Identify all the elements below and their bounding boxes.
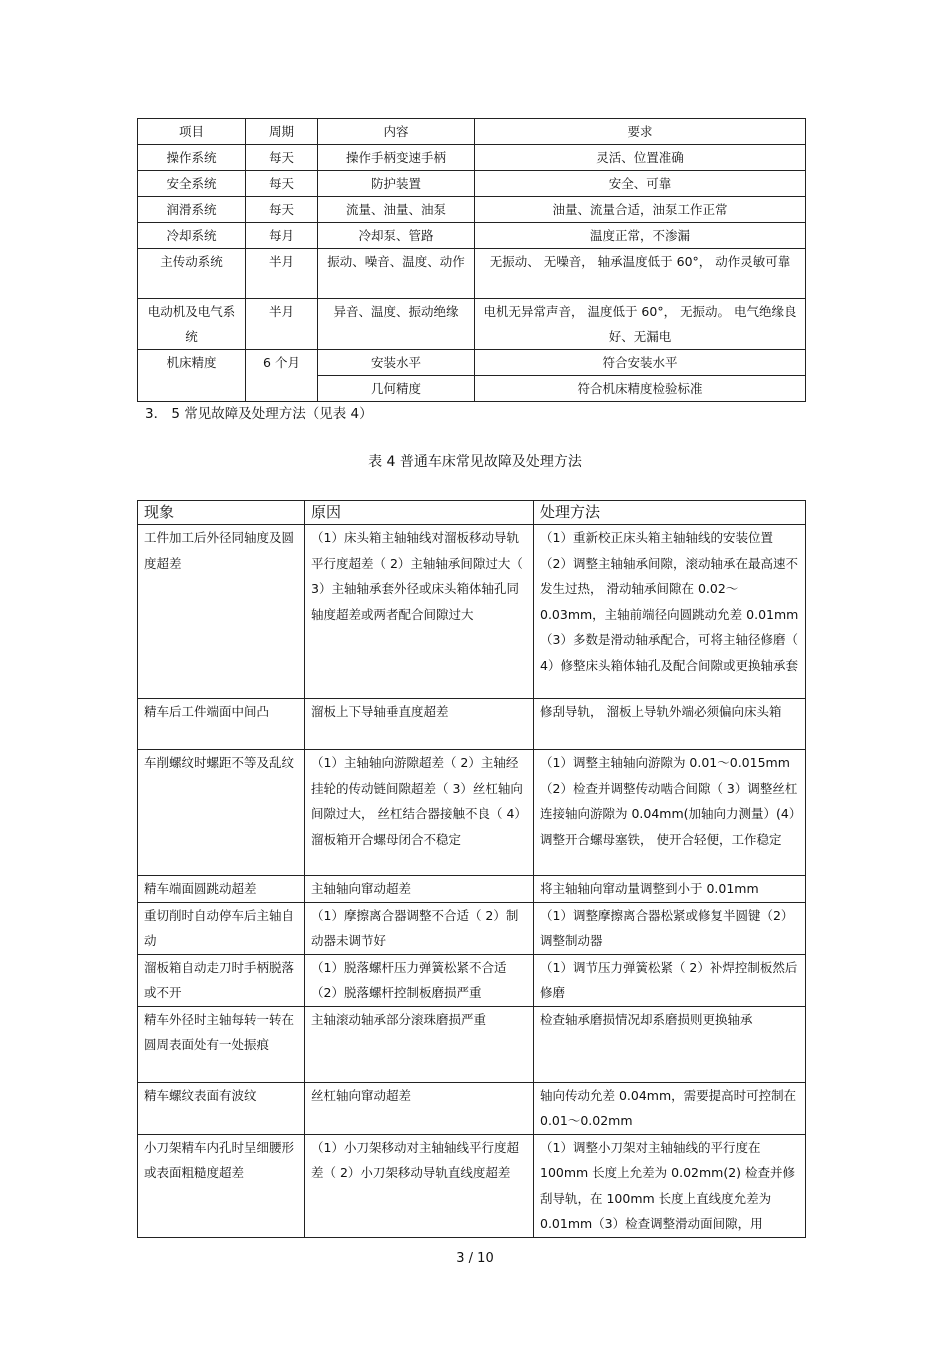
- table-cell: 轴向传动允差 0.04mm，需要提高时可控制在 0.01～0.02mm: [534, 1082, 806, 1134]
- header-cell: 周期: [246, 119, 318, 145]
- table-row: [138, 1082, 806, 1134]
- table-cell: 重切削时自动停车后主轴自动: [138, 902, 305, 954]
- table-cell: （1）摩擦离合器调整不合适（ 2）制动器未调节好: [305, 902, 534, 954]
- table-cell: （1）床头箱主轴轴线对溜板移动导轨平行度超差（ 2）主轴轴承间隙过大（ 3）主轴轴承套外径或床头箱体轴孔同轴度超差或两者配合间隙过大: [305, 525, 534, 699]
- table-cell: 每天: [246, 145, 318, 171]
- table-cell: 溜板上下导轴垂直度超差: [305, 699, 534, 750]
- table-cell: （1）主轴轴向游隙超差（ 2）主轴经挂轮的传动链间隙超差（ 3）丝杠轴向间隙过大， 丝杠结合器接触不良（ 4）溜板箱开合螺母闭合不稳定: [305, 750, 534, 876]
- table-cell: 主轴滚动轴承部分滚珠磨损严重: [305, 1006, 534, 1082]
- table-cell: 安全系统: [138, 171, 246, 197]
- table-cell: 机床精度: [138, 350, 246, 402]
- table-row: [138, 1134, 806, 1237]
- table-cell: 每天: [246, 197, 318, 223]
- table-cell: （1）调整摩擦离合器松紧或修复半圆键（2）调整制动器: [534, 902, 806, 954]
- table-cell: 振动、噪音、温度、动作: [318, 249, 475, 299]
- table-row: [138, 299, 806, 350]
- table-cell: 每天: [246, 171, 318, 197]
- table-cell: 检查轴承磨损情况却系磨损则更换轴承: [534, 1006, 806, 1082]
- table-cell: 精车外径时主轴每转一转在圆周表面处有一处振痕: [138, 1006, 305, 1082]
- table-row: [138, 876, 806, 903]
- table-row: [138, 954, 806, 1006]
- table-cell: 温度正常，不渗漏: [475, 223, 806, 249]
- table-row: [138, 249, 806, 299]
- table-cell: 符合安装水平: [475, 350, 806, 376]
- table-cell: 无振动、 无噪音， 轴承温度低于 60°， 动作灵敏可靠: [475, 249, 806, 299]
- table-cell: 车削螺纹时螺距不等及乱纹: [138, 750, 305, 876]
- table-cell: 工件加工后外径同轴度及圆度超差: [138, 525, 305, 699]
- table-row: [138, 525, 806, 699]
- table-cell: 修刮导轨， 溜板上导轨外端必须偏向床头箱: [534, 699, 806, 750]
- table-cell: 冷却系统: [138, 223, 246, 249]
- table-cell: 主轴轴向窜动超差: [305, 876, 534, 903]
- table-row: [138, 902, 806, 954]
- header-cell: 项目: [138, 119, 246, 145]
- table-cell: 防护装置: [318, 171, 475, 197]
- page-number: 3 / 10: [456, 1251, 494, 1266]
- table-cell: 几何精度: [318, 376, 475, 402]
- table-cell: （1）调节压力弹簧松紧（ 2）补焊控制板然后修磨: [534, 954, 806, 1006]
- section-heading: 3． 5 常见故障及处理方法（见表 4）: [145, 406, 373, 422]
- table-row: [138, 197, 806, 223]
- table-cell: （1）小刀架移动对主轴轴线平行度超差（ 2）小刀架移动导轨直线度超差: [305, 1134, 534, 1237]
- table-cell: 小刀架精车内孔时呈细腰形或表面粗糙度超差: [138, 1134, 305, 1237]
- table-caption: 表 4 普通车床常见故障及处理方法: [368, 454, 582, 470]
- table-cell: 润滑系统: [138, 197, 246, 223]
- table-cell: 每月: [246, 223, 318, 249]
- table-cell: 油量、流量合适，油泵工作正常: [475, 197, 806, 223]
- table-cell: 安全、可靠: [475, 171, 806, 197]
- header-cell: 处理方法: [534, 501, 806, 525]
- table-row: [138, 223, 806, 249]
- table-cell: 电机无异常声音， 温度低于 60°， 无振动。 电气绝缘良好、无漏电: [475, 299, 806, 350]
- table-cell: 灵活、位置准确: [475, 145, 806, 171]
- table-cell: 操作系统: [138, 145, 246, 171]
- header-cell: 原因: [305, 501, 534, 525]
- table-cell: 操作手柄变速手柄: [318, 145, 475, 171]
- table-cell: （1）调整小刀架对主轴轴线的平行度在 100mm 长度上允差为 0.02mm(2) 检查并修刮导轨，在 100mm 长度上直线度允差为 0.01mm（3）检查调整滑动面间隙，用: [534, 1134, 806, 1237]
- table-cell: 流量、油量、油泵: [318, 197, 475, 223]
- table-cell: 精车端面圆跳动超差: [138, 876, 305, 903]
- table-row: [138, 699, 806, 750]
- maintenance-table: [137, 118, 806, 402]
- table-cell: （1）重新校正床头箱主轴轴线的安装位置（2）调整主轴轴承间隙，滚动轴承在最高速不发生过热， 滑动轴承间隙在 0.02～0.03mm，主轴前端径向圆跳动允差 0.01mm（3）多数是滑动轴承配合，可将主轴径修磨（ 4）修整床头箱体轴孔及配合间隙或更换轴承套: [534, 525, 806, 699]
- table-cell: 半月: [246, 299, 318, 350]
- table-header-row: [138, 501, 806, 525]
- table-cell: 溜板箱自动走刀时手柄脱落或不开: [138, 954, 305, 1006]
- header-cell: 要求: [475, 119, 806, 145]
- header-cell: 现象: [138, 501, 305, 525]
- table-header-row: [138, 119, 806, 145]
- table-cell: 将主轴轴向窜动量调整到小于 0.01mm: [534, 876, 806, 903]
- table-cell: （1）调整主轴轴向游隙为 0.01～0.015mm（2）检查并调整传动啮合间隙（ 3）调整丝杠连接轴向游隙为 0.04mm(加轴向力测量）(4）调整开合螺母塞铁， 使开合轻便，工作稳定: [534, 750, 806, 876]
- table-row: [138, 171, 806, 197]
- table-row: [138, 750, 806, 876]
- table-cell: （1）脱落螺杆压力弹簧松紧不合适（2）脱落螺杆控制板磨损严重: [305, 954, 534, 1006]
- table-cell: 电动机及电气系统: [138, 299, 246, 350]
- table-cell: 主传动系统: [138, 249, 246, 299]
- table-row: [138, 145, 806, 171]
- table-cell: 精车螺纹表面有波纹: [138, 1082, 305, 1134]
- table-cell: 6 个月: [246, 350, 318, 402]
- table-cell: 丝杠轴向窜动超差: [305, 1082, 534, 1134]
- table-cell: 符合机床精度检验标准: [475, 376, 806, 402]
- table-cell: 冷却泵、管路: [318, 223, 475, 249]
- table-cell: 精车后工件端面中间凸: [138, 699, 305, 750]
- table-cell: 半月: [246, 249, 318, 299]
- table-row: [138, 350, 806, 376]
- table-cell: 安装水平: [318, 350, 475, 376]
- table-row: [138, 1006, 806, 1082]
- fault-table: [137, 500, 806, 1238]
- table-cell: 异音、温度、振动绝缘: [318, 299, 475, 350]
- header-cell: 内容: [318, 119, 475, 145]
